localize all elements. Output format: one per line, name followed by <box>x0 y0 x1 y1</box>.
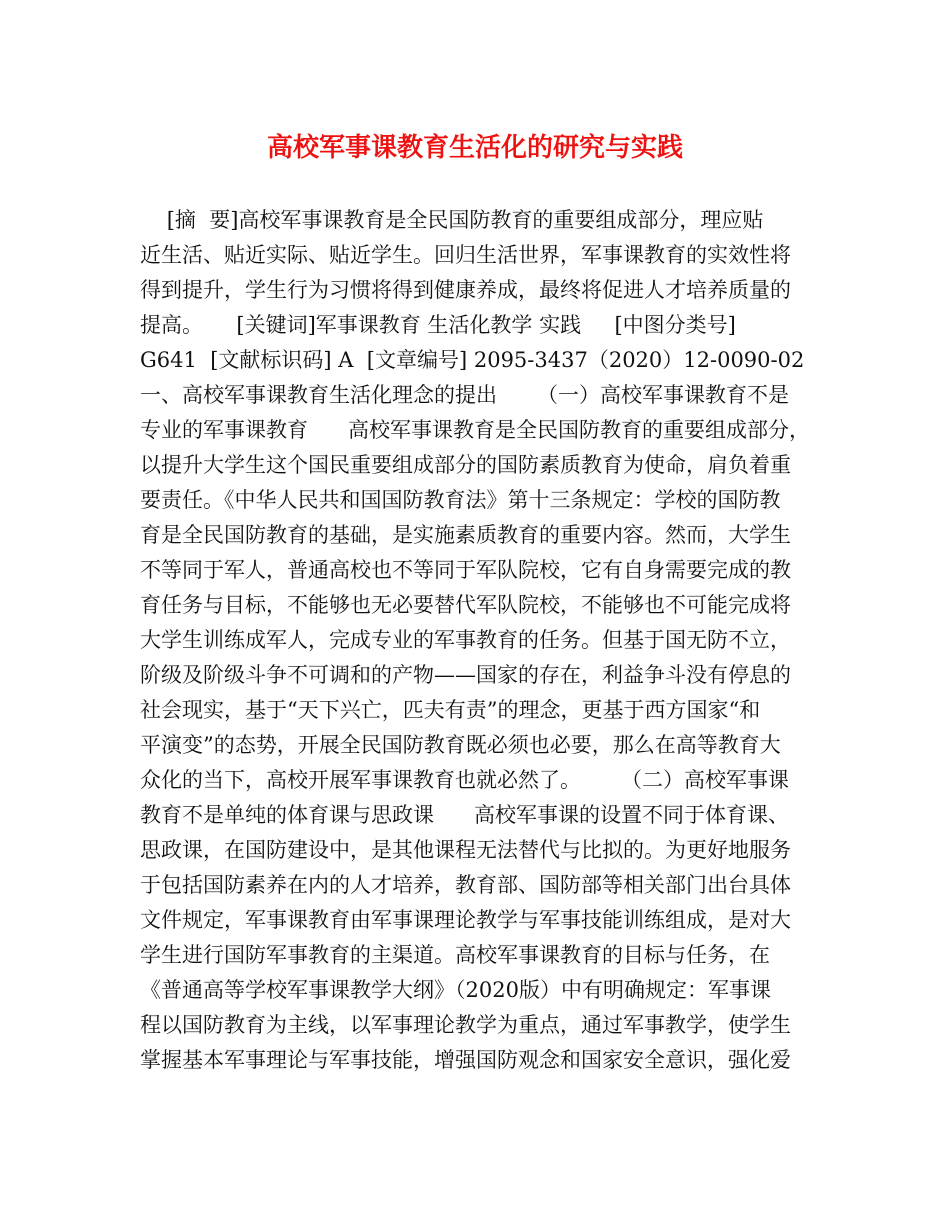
body-line: 大学生训练成军人，完成专业的军事教育的任务。但基于国无防不立， <box>140 628 791 652</box>
body-line: 社会现实，基于“天下兴亡，匹夫有责”的理念，更基于西方国家“和 <box>140 698 761 722</box>
body-line: [摘 要]高校军事课教育是全民国防教育的重要组成部分，理应贴 <box>140 208 764 232</box>
body-line: 学生进行国防军事教育的主渠道。高校军事课教育的目标与任务，在 <box>140 943 770 967</box>
body-line: 以提升大学生这个国民重要组成部分的国防素质教育为使命，肩负着重 <box>140 453 791 477</box>
body-line: 一、高校军事课教育生活化理念的提出 （一）高校军事课教育不是 <box>140 383 790 407</box>
body-line: 文件规定，军事课教育由军事课理论教学与军事技能训练组成，是对大 <box>140 908 791 932</box>
body-line: 掌握基本军事理论与军事技能，增强国防观念和国家安全意识，强化爱 <box>140 1048 791 1072</box>
body-line: 阶级及阶级斗争不可调和的产物——国家的存在，利益争斗没有停息的 <box>140 663 791 687</box>
body-line: 程以国防教育为主线，以军事理论教学为重点，通过军事教学，使学生 <box>140 1013 791 1037</box>
body-line: 要责任。《中华人民共和国国防教育法》第十三条规定：学校的国防教 <box>140 488 781 512</box>
body-line: 于包括国防素养在内的人才培养，教育部、国防部等相关部门出台具体 <box>140 873 791 897</box>
body-line: 得到提升，学生行为习惯将得到健康养成，最终将促进人才培养质量的 <box>140 278 791 302</box>
body-line: 专业的军事课教育 高校军事课教育是全民国防教育的重要组成部分， <box>140 418 811 442</box>
body-line: 育是全民国防教育的基础，是实施素质教育的重要内容。然而，大学生 <box>140 523 791 547</box>
body-line: G641 [文献标识码] A [文章编号] 2095-3437（2020）12-0090-02 <box>140 348 805 372</box>
body-line: 近生活、贴近实际、贴近学生。回归生活世界，军事课教育的实效性将 <box>140 243 791 267</box>
body-line: 《普通高等学校军事课教学大纲》（2020版）中有明确规定：军事课 <box>140 978 771 1002</box>
body-line: 教育不是单纯的体育课与思政课 高校军事课的设置不同于体育课、 <box>140 803 790 827</box>
body-line: 思政课，在国防建设中，是其他课程无法替代与比拟的。为更好地服务 <box>140 838 791 862</box>
body-line: 不等同于军人，普通高校也不等同于军队院校，它有自身需要完成的教 <box>140 558 791 582</box>
body-line: 提高。 [关键词]军事课教育 生活化教学 实践 [中图分类号] <box>140 313 736 337</box>
body-line: 育任务与目标，不能够也无必要替代军队院校，不能够也不可能完成将 <box>140 593 791 617</box>
body-line: 平演变”的态势，开展全民国防教育既必须也必要，那么在高等教育大 <box>140 733 781 757</box>
document-title: 高校军事课教育生活化的研究与实践 <box>266 133 683 163</box>
body-line: 众化的当下，高校开展军事课教育也就必然了。 （二）高校军事课 <box>140 768 790 792</box>
